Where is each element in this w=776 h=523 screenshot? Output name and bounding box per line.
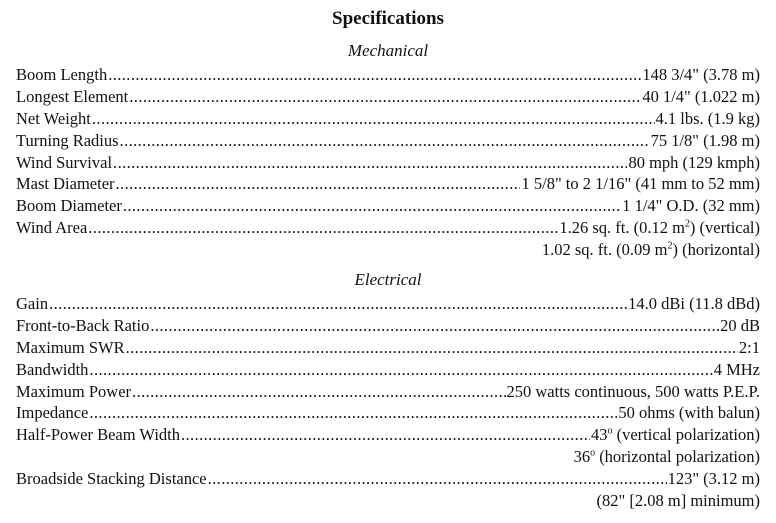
spec-value: 4 MHz	[713, 359, 760, 379]
spec-value-text: 1.26 sq. ft. (0.12 m	[559, 218, 685, 238]
dot-leader	[88, 217, 558, 239]
spec-label: Maximum SWR	[16, 337, 125, 357]
superscript: o	[607, 425, 613, 437]
spec-row-continuation	[16, 490, 760, 512]
dot-leader	[208, 468, 667, 490]
dot-leader	[89, 359, 712, 381]
spec-label: Front-to-Back Ratio	[16, 315, 150, 335]
spec-value: 123" (3.12 m)	[667, 469, 760, 489]
spec-value: 14.0 dBi (11.8 dBd)	[628, 294, 760, 313]
dot-leader	[49, 293, 627, 315]
spec-row-continuation	[16, 446, 760, 468]
spec-label: Wind Area	[16, 218, 88, 238]
spec-value-text: 43	[590, 425, 608, 445]
superscript: o	[590, 447, 596, 459]
electrical-spec-list	[16, 293, 760, 512]
spec-label: Longest Element	[16, 86, 129, 106]
spec-label: Maximum Power	[16, 381, 132, 401]
dot-leader	[89, 402, 617, 424]
spec-value: 1 1/4" O.D. (32 mm)	[622, 196, 760, 216]
spec-row	[16, 402, 760, 424]
spec-value: 2:1	[738, 337, 760, 357]
spec-row	[16, 108, 760, 130]
spec-row	[16, 173, 760, 195]
dot-leader	[116, 173, 521, 195]
spec-label: Mast Diameter	[16, 174, 115, 194]
spec-value: (82" [2.08 m] minimum)	[596, 491, 760, 511]
dot-leader	[126, 337, 738, 359]
spec-row	[16, 64, 760, 86]
spec-value-text: ) (horizontal)	[672, 240, 760, 260]
spec-value	[574, 446, 760, 468]
spec-row	[16, 130, 760, 152]
spec-value: 250 watts continuous, 500 watts P.E.P.	[506, 381, 760, 401]
spec-value-text: 1.02 sq. ft. (0.09 m	[541, 240, 668, 260]
spec-value-text: (vertical polarization)	[612, 425, 760, 445]
spec-row	[16, 359, 760, 381]
spec-label: Bandwidth	[16, 359, 89, 379]
dot-leader	[92, 108, 655, 130]
dot-leader	[108, 64, 641, 86]
spec-value: 148 3/4" (3.78 m)	[642, 65, 760, 84]
spec-row	[16, 337, 760, 359]
spec-value: 20 dB	[720, 315, 760, 335]
spec-row	[16, 293, 760, 315]
spec-row	[16, 86, 760, 108]
spec-row	[16, 315, 760, 337]
section-heading-mechanical: Mechanical	[347, 41, 429, 60]
spec-value-text: (horizontal polarization)	[595, 447, 760, 467]
dot-leader	[132, 381, 505, 403]
spec-label: Gain	[16, 294, 49, 313]
spec-label: Turning Radius	[16, 130, 119, 150]
spec-value-text: ) (vertical)	[689, 218, 760, 238]
spec-row-continuation	[16, 239, 760, 261]
spec-label: Boom Length	[16, 65, 108, 84]
spec-label: Broadside Stacking Distance	[16, 469, 207, 489]
superscript: 2	[667, 240, 673, 252]
page-title: Specifications	[332, 8, 444, 29]
spec-value	[542, 239, 760, 261]
spec-label: Half-Power Beam Width	[16, 425, 180, 445]
spec-value: 1 5/8" to 2 1/16" (41 mm to 52 mm)	[521, 174, 760, 194]
spec-value-text: 36	[573, 447, 591, 467]
spec-value	[559, 217, 760, 239]
dot-leader	[150, 315, 719, 337]
section-heading-electrical: Electrical	[354, 270, 422, 289]
dot-leader	[181, 424, 590, 446]
dot-leader	[123, 195, 621, 217]
dot-leader	[129, 86, 641, 108]
spec-value: 75 1/8" (1.98 m)	[650, 130, 760, 150]
spec-label: Boom Diameter	[16, 196, 122, 216]
spec-label: Impedance	[16, 403, 89, 423]
dot-leader	[120, 130, 650, 152]
spec-label: Wind Survival	[16, 152, 113, 172]
spec-row	[16, 468, 760, 490]
spec-row	[16, 217, 760, 239]
spec-label: Net Weight	[16, 108, 91, 128]
superscript: 2	[684, 218, 690, 230]
dot-leader	[113, 152, 627, 174]
spec-value	[591, 424, 760, 446]
spec-row	[16, 152, 760, 174]
spec-value: 40 1/4" (1.022 m)	[642, 86, 760, 106]
spec-value: 4.1 lbs. (1.9 kg)	[655, 108, 760, 128]
spec-value: 50 ohms (with balun)	[618, 403, 760, 423]
spec-value: 80 mph (129 kmph)	[628, 152, 760, 172]
spec-row	[16, 195, 760, 217]
spec-row	[16, 381, 760, 403]
mechanical-spec-list	[16, 64, 760, 261]
spec-row	[16, 424, 760, 446]
